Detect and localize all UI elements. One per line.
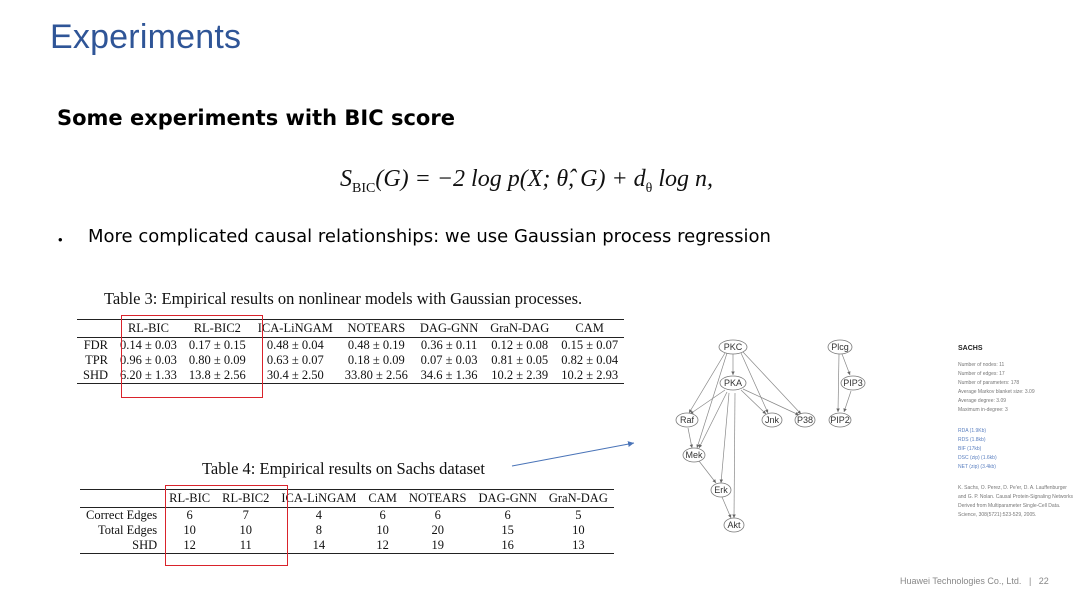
svg-text:Erk: Erk <box>714 485 728 495</box>
table4-cell: 13 <box>572 538 585 552</box>
table4-column-header: RL-BIC <box>169 491 211 505</box>
table4-cell: 8 <box>315 523 322 537</box>
table3-column-header: GraN-DAG <box>490 321 550 335</box>
sachs-download-link[interactable]: BIF (17kb) <box>958 446 982 452</box>
slide-title: Experiments <box>50 18 242 56</box>
table4-cell: 7 <box>242 508 249 522</box>
table3-cell: 33.80 ± 2.56 <box>344 368 408 382</box>
table4-cell: 12 <box>376 538 389 552</box>
table4-caption: Table 4: Empirical results on Sachs dataset <box>202 459 485 478</box>
table3-cell: 0.82 ± 0.04 <box>561 353 619 367</box>
sachs-download-link[interactable]: RDA (1.9Kb) <box>958 428 987 434</box>
graph-node <box>711 483 731 497</box>
table4-cell: 10 <box>183 523 196 537</box>
table4-row-label: SHD <box>132 538 158 552</box>
svg-text:Raf: Raf <box>679 415 695 425</box>
table3-row-label: SHD <box>83 368 109 382</box>
footer-separator: | <box>1028 576 1032 586</box>
table3-row-label: FDR <box>83 338 109 352</box>
table4-cell: 10 <box>572 523 585 537</box>
sachs-download-link[interactable]: DSC (zip) (1.6kb) <box>958 455 997 461</box>
sachs-info-line: Number of parameters: 178 <box>958 380 1020 386</box>
table4-column-header: RL-BIC2 <box>222 491 270 505</box>
graph-node <box>676 413 698 427</box>
svg-text:PKA: PKA <box>723 378 743 388</box>
table4-column-header: DAG-GNN <box>478 491 537 505</box>
table4-cell: 11 <box>239 538 252 552</box>
table3-cell: 0.14 ± 0.03 <box>120 338 177 352</box>
table3-cell: 10.2 ± 2.39 <box>491 368 549 382</box>
graph-node <box>795 413 815 427</box>
table3-column-header: RL-BIC <box>127 321 169 335</box>
table4-cell: 14 <box>312 538 326 552</box>
table4-cell: 20 <box>431 523 444 537</box>
table3-caption: Table 3: Empirical results on nonlinear models with Gaussian processes. <box>104 289 583 308</box>
table4-cell: 6 <box>379 508 386 522</box>
slide-subtitle: Some experiments with BIC score <box>57 106 455 130</box>
sachs-info-heading: SACHS <box>958 345 983 352</box>
table4-cell: 6 <box>504 508 511 522</box>
sachs-info-line: Maximum in-degree: 3 <box>958 407 1008 413</box>
table3-column-header: NOTEARS <box>347 321 406 335</box>
graph-node <box>828 340 852 354</box>
table3-cell: 0.80 ± 0.09 <box>188 353 246 367</box>
graph-node <box>683 448 705 462</box>
graph-node <box>720 376 746 390</box>
table3-cell: 0.17 ± 0.15 <box>188 338 246 352</box>
bullet-text: More complicated causal relationships: we use Gaussian process regression <box>88 226 771 247</box>
table3-cell: 0.36 ± 0.11 <box>420 338 478 352</box>
table4-cell: 16 <box>501 538 514 552</box>
sachs-info-panel <box>958 344 1073 520</box>
table4-column-header: CAM <box>368 491 397 505</box>
formula-lhs-symbol: S <box>340 166 352 192</box>
table3-column-header: RL-BIC2 <box>193 321 241 335</box>
table3-row-label: TPR <box>85 353 109 367</box>
table4-cell: 5 <box>575 508 582 522</box>
sachs-graph <box>665 335 880 540</box>
table3-cell: 0.12 ± 0.08 <box>491 338 549 352</box>
svg-text:Plcg: Plcg <box>831 342 849 352</box>
table4-cell: 12 <box>183 538 196 552</box>
table3-cell: 0.15 ± 0.07 <box>561 338 619 352</box>
table4-cell: 10 <box>376 523 389 537</box>
sachs-reference: K. Sachs, O. Perez, D. Pe'er, D. A. Lauffenburger and G. P. Nolan. Causal Protein-Signaling Networks Derived from Multiparameter Single-Cell Data. Science, 308(5721):523-529, 2005. <box>958 485 1073 518</box>
table3-column-header: CAM <box>575 321 604 335</box>
table3-cell: 0.81 ± 0.05 <box>491 353 549 367</box>
formula-tail: log n, <box>652 166 714 192</box>
svg-text:Akt: Akt <box>727 520 741 530</box>
sachs-info-line: Number of edges: 17 <box>958 371 1005 377</box>
graph-node <box>724 518 744 532</box>
sachs-info-line: Average Markov blanket size: 3.09 <box>958 389 1035 395</box>
footer-company: Huawei Technologies Co., Ltd. <box>900 576 1022 586</box>
table3-cell: 34.6 ± 1.36 <box>420 368 478 382</box>
table3-cell: 13.8 ± 2.56 <box>188 368 246 382</box>
svg-text:P38: P38 <box>796 415 814 425</box>
table4-cell: 6 <box>434 508 441 522</box>
graph-node <box>719 340 747 354</box>
sachs-download-link[interactable]: RDS (1.8kb) <box>958 437 986 443</box>
table4-cell: 15 <box>501 523 514 537</box>
formula-lhs-sub: BIC <box>352 180 376 196</box>
formula-body: (G) = −2 log p(X; θ̂, G) + d <box>375 166 646 192</box>
table4-cell: 19 <box>431 538 444 552</box>
table3-cell: 0.48 ± 0.04 <box>266 338 324 352</box>
table4-cell: 10 <box>239 523 252 537</box>
table3-column-header: ICA-LiNGAM <box>257 321 333 335</box>
table4-row-label: Correct Edges <box>86 508 158 522</box>
table4-column-header: NOTEARS <box>408 491 467 505</box>
sachs-info-line: Average degree: 3.09 <box>958 398 1007 404</box>
table3-cell: 0.63 ± 0.07 <box>266 353 324 367</box>
graph-nodes <box>676 340 865 532</box>
footer-page-number: 22 <box>1038 576 1049 586</box>
table3-cell: 0.48 ± 0.19 <box>347 338 405 352</box>
sachs-info-line: Number of nodes: 11 <box>958 362 1005 368</box>
table3-cell: 0.18 ± 0.09 <box>347 353 405 367</box>
bullet-marker: • <box>58 232 63 247</box>
svg-text:Mek: Mek <box>685 450 703 460</box>
table3-cell: 6.20 ± 1.33 <box>120 368 177 382</box>
formula-rhs-sub: θ <box>645 180 653 196</box>
svg-text:PKC: PKC <box>723 342 743 352</box>
svg-text:PIP3: PIP3 <box>843 378 863 388</box>
table4-column-header: GraN-DAG <box>548 491 608 505</box>
slide-footer <box>900 576 1049 586</box>
table3-cell: 30.4 ± 2.50 <box>266 368 324 382</box>
table3-cell: 0.07 ± 0.03 <box>420 353 478 367</box>
table3-cell: 0.96 ± 0.03 <box>120 353 177 367</box>
svg-text:PIP2: PIP2 <box>830 415 850 425</box>
graph-node <box>762 413 782 427</box>
table3-cell: 10.2 ± 2.93 <box>561 368 619 382</box>
table4-cell: 6 <box>186 508 193 522</box>
svg-text:Jnk: Jnk <box>764 415 780 425</box>
graph-node <box>841 376 865 390</box>
table4-column-header: ICA-LiNGAM <box>281 491 357 505</box>
graph-node <box>829 413 851 427</box>
sachs-download-link[interactable]: NET (zip) (3.4kb) <box>958 464 996 470</box>
table4-row-label: Total Edges <box>97 523 158 537</box>
table4-cell: 4 <box>315 508 322 522</box>
table3-column-header: DAG-GNN <box>419 321 479 335</box>
